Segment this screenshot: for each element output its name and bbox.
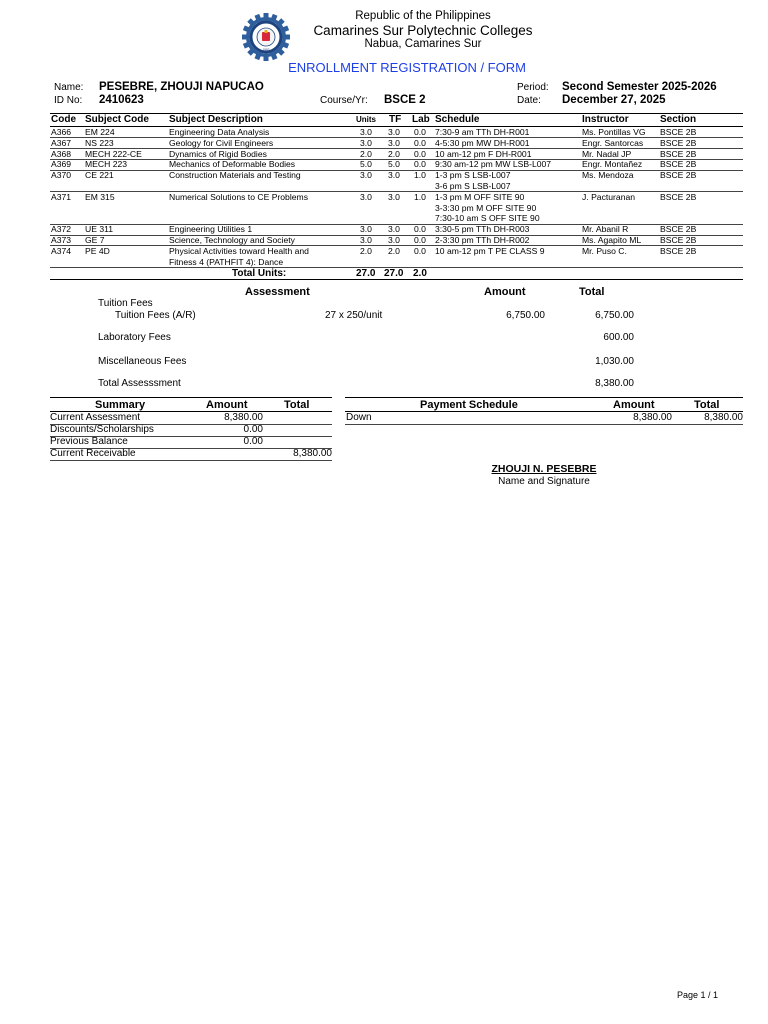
- summary-row-label: Previous Balance: [50, 436, 128, 447]
- payment-row-divider: [345, 424, 743, 425]
- row-units: 2.0: [360, 245, 372, 256]
- row-tf: 3.0: [388, 224, 400, 235]
- row-units: 2.0: [360, 148, 372, 159]
- row-instructor: Ms. Pontillas VG: [582, 127, 646, 137]
- row-lab: 0.0: [414, 127, 426, 137]
- total-assessment-label: Total Assesssment: [98, 378, 181, 389]
- row-lab: 1.0: [414, 191, 426, 202]
- row-code: A369: [51, 159, 72, 170]
- tuition-total: 6,750.00: [595, 310, 634, 321]
- summary-row-label: Current Receivable: [50, 448, 136, 459]
- misc-fees-label: Miscellaneous Fees: [98, 356, 187, 367]
- row-instructor: Ms. Agapito ML: [582, 235, 642, 245]
- row-description: Engineering Utilities 1: [169, 224, 253, 235]
- row-units: 3.0: [360, 191, 372, 202]
- row-units: 3.0: [360, 170, 372, 181]
- period-value: Second Semester 2025-2026: [562, 81, 717, 93]
- row-description: Mechanics of Deformable Bodies: [169, 159, 296, 170]
- row-schedule: 10 am-12 pm T PE CLASS 9: [435, 245, 545, 256]
- date-label: Date:: [517, 95, 541, 106]
- row-tf: 5.0: [388, 159, 400, 170]
- row-description: Physical Activities toward Health and: [169, 245, 309, 256]
- row-units: 3.0: [360, 127, 372, 137]
- row-tf: 2.0: [388, 148, 400, 159]
- summary-row-label: Discounts/Scholarships: [50, 424, 154, 435]
- summary-amount-header: Amount: [206, 399, 248, 411]
- svg-text:1983: 1983: [262, 48, 270, 52]
- row-description: Science, Technology and Society: [169, 235, 295, 245]
- summary-title: Summary: [95, 399, 146, 411]
- summary-total-header: Total: [284, 399, 310, 411]
- form-title: ENROLLMENT REGISTRATION / FORM: [288, 60, 526, 75]
- row-units: 5.0: [360, 159, 372, 170]
- row-lab: 0.0: [414, 224, 426, 235]
- row-code: A372: [51, 224, 72, 235]
- row-instructor: Mr. Puso C.: [582, 245, 627, 256]
- row-tf: 3.0: [388, 127, 400, 137]
- row-schedule: 3-3:30 pm M OFF SITE 90: [435, 202, 537, 213]
- row-description: Dynamics of Rigid Bodies: [169, 148, 267, 159]
- payment-amount-header: Amount: [613, 399, 655, 411]
- row-description: Engineering Data Analysis: [169, 127, 270, 137]
- payment-schedule-title: Payment Schedule: [420, 399, 518, 411]
- institution-address: Nabua, Camarines Sur: [364, 38, 482, 50]
- row-lab: 0.0: [414, 235, 426, 245]
- col-header-section: Section: [660, 114, 697, 125]
- id-label: ID No:: [54, 95, 83, 106]
- row-subject-code: GE 7: [85, 235, 105, 245]
- row-schedule: 1-3 pm S LSB-L007: [435, 170, 511, 181]
- signature-name: ZHOUJI N. PESEBRE: [491, 463, 597, 475]
- payment-top-rule: [345, 397, 743, 398]
- summary-row-amount: 8,380.00: [224, 412, 263, 423]
- total-assessment-value: 8,380.00: [595, 378, 634, 389]
- row-code: A374: [51, 245, 72, 256]
- row-section: BSCE 2B: [660, 127, 697, 137]
- assessment-amount-header: Amount: [484, 286, 526, 298]
- row-lab: 0.0: [414, 245, 426, 256]
- lab-fees-label: Laboratory Fees: [98, 332, 171, 343]
- row-code: A367: [51, 137, 72, 148]
- payment-total-header: Total: [694, 399, 720, 411]
- row-code: A370: [51, 170, 72, 181]
- row-lab: 0.0: [414, 148, 426, 159]
- assessment-total-header: Total: [579, 286, 605, 298]
- row-schedule: 7:30-9 am TTh DH-R001: [435, 127, 530, 137]
- republic-line: Republic of the Philippines: [355, 10, 491, 22]
- row-description: Fitness 4 (PATHFIT 4): Dance: [169, 256, 284, 267]
- payment-row-label: Down: [346, 412, 372, 423]
- row-instructor: Engr. Santorcas: [582, 137, 644, 148]
- course-label: Course/Yr:: [320, 95, 368, 106]
- row-schedule: 4-5:30 pm MW DH-R001: [435, 137, 530, 148]
- row-tf: 3.0: [388, 235, 400, 245]
- row-subject-code: CE 221: [85, 170, 114, 181]
- row-units: 3.0: [360, 137, 372, 148]
- row-subject-code: NS 223: [85, 137, 114, 148]
- payment-row-total: 8,380.00: [704, 412, 743, 423]
- col-header-tf: TF: [389, 114, 402, 125]
- row-description: Geology for Civil Engineers: [169, 137, 274, 148]
- row-units: 3.0: [360, 224, 372, 235]
- row-subject-code: EM 224: [85, 127, 115, 137]
- col-header-schedule: Schedule: [435, 114, 480, 125]
- name-label: Name:: [54, 82, 84, 93]
- row-lab: 0.0: [414, 137, 426, 148]
- row-tf: 3.0: [388, 137, 400, 148]
- tuition-label: Tuition Fees (A/R): [115, 310, 196, 321]
- row-section: BSCE 2B: [660, 148, 697, 159]
- row-units: 3.0: [360, 235, 372, 245]
- row-section: BSCE 2B: [660, 159, 697, 170]
- col-header-subject-code: Subject Code: [85, 114, 149, 125]
- row-lab: 0.0: [414, 159, 426, 170]
- row-schedule: 1-3 pm M OFF SITE 90: [435, 191, 525, 202]
- course-year: BSCE 2: [384, 94, 426, 106]
- summary-row-total: 8,380.00: [293, 448, 332, 459]
- row-subject-code: EM 315: [85, 191, 115, 202]
- student-id: 2410623: [99, 94, 144, 106]
- summary-row-amount: 0.00: [243, 424, 263, 435]
- row-schedule: 10 am-12 pm F DH-R001: [435, 148, 532, 159]
- row-tf: 2.0: [388, 245, 400, 256]
- total-units-label: Total Units:: [232, 268, 287, 280]
- row-schedule: 9:30 am-12 pm MW LSB-L007: [435, 159, 552, 170]
- summary-row-label: Current Assessment: [50, 412, 141, 423]
- row-instructor: Ms. Mendoza: [582, 170, 634, 181]
- col-header-code: Code: [51, 114, 76, 125]
- tuition-rate: 27 x 250/unit: [325, 310, 383, 321]
- total-tf-value: 27.0: [384, 268, 404, 280]
- row-subject-code: UE 311: [85, 224, 114, 235]
- col-header-units: Units: [356, 115, 376, 124]
- student-name: PESEBRE, ZHOUJI NAPUCAO: [99, 81, 264, 93]
- row-instructor: J. Pacturanan: [582, 191, 636, 202]
- row-description: Numerical Solutions to CE Problems: [169, 191, 308, 202]
- payment-row-amount: 8,380.00: [633, 412, 672, 423]
- summary-top-rule: [50, 397, 332, 398]
- row-schedule: 3:30-5 pm TTh DH-R003: [435, 224, 530, 235]
- tuition-heading: Tuition Fees: [98, 298, 153, 309]
- assessment-title: Assessment: [245, 286, 310, 298]
- date-value: December 27, 2025: [562, 94, 666, 106]
- row-instructor: Mr. Nadal JP: [582, 148, 632, 159]
- row-description: Construction Materials and Testing: [169, 170, 301, 181]
- row-instructor: Engr. Montañez: [582, 159, 643, 170]
- total-lab-value: 2.0: [413, 268, 427, 280]
- row-lab: 1.0: [414, 170, 426, 181]
- row-subject-code: MECH 222-CE: [85, 148, 142, 159]
- row-code: A366: [51, 127, 72, 137]
- col-header-instructor: Instructor: [582, 114, 629, 125]
- misc-fees-total: 1,030.00: [595, 356, 634, 367]
- summary-row-amount: 0.00: [243, 436, 263, 447]
- row-section: BSCE 2B: [660, 235, 697, 245]
- institution-name: Camarines Sur Polytechnic Colleges: [313, 23, 533, 38]
- col-header-description: Subject Description: [169, 114, 263, 125]
- row-section: BSCE 2B: [660, 245, 697, 256]
- col-header-lab: Lab: [412, 114, 430, 125]
- row-section: BSCE 2B: [660, 191, 697, 202]
- row-tf: 3.0: [388, 170, 400, 181]
- row-section: BSCE 2B: [660, 224, 697, 235]
- tuition-amount: 6,750.00: [506, 310, 545, 321]
- row-subject-code: MECH 223: [85, 159, 128, 170]
- signature-caption: Name and Signature: [498, 476, 590, 487]
- row-tf: 3.0: [388, 191, 400, 202]
- period-label: Period:: [517, 82, 549, 93]
- row-code: A368: [51, 148, 72, 159]
- summary-row-divider: [50, 460, 332, 461]
- total-units-value: 27.0: [356, 268, 376, 280]
- row-schedule: 2-3:30 pm TTh DH-R002: [435, 235, 530, 245]
- assessment-top-rule: [50, 279, 743, 280]
- college-seal-icon: [238, 11, 294, 63]
- lab-fees-total: 600.00: [603, 332, 634, 343]
- row-code: A371: [51, 191, 72, 202]
- row-schedule: 7:30-10 am S OFF SITE 90: [435, 213, 540, 224]
- row-section: BSCE 2B: [660, 137, 697, 148]
- row-instructor: Mr. Abanil R: [582, 224, 629, 235]
- row-schedule: 3-6 pm S LSB-L007: [435, 181, 511, 191]
- row-subject-code: PE 4D: [85, 245, 110, 256]
- row-code: A373: [51, 235, 72, 245]
- page-number: Page 1 / 1: [676, 990, 718, 1000]
- row-section: BSCE 2B: [660, 170, 697, 181]
